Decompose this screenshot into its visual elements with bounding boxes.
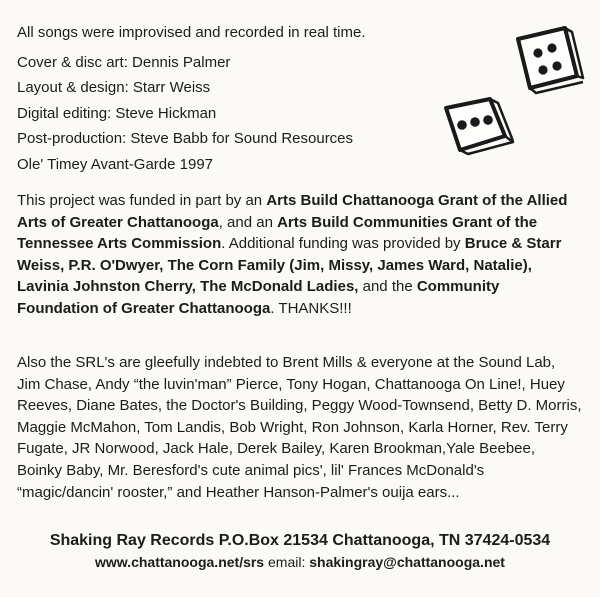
credits-block [17,20,437,177]
credit-layout-design: Layout & design: Starr Weiss [17,79,211,96]
credit-digital-editing: Digital editing: Steve Hickman [17,104,217,122]
funding-text-segment: , and an [218,213,278,231]
dice-illustration [430,14,600,174]
upper-die-icon [518,28,583,93]
contact-line [0,552,600,572]
funding-text-segment: This project was funded in part by an [17,192,267,209]
lower-die-icon [446,99,513,154]
acknowledgements-paragraph: Also the SRL's are gleefully indebted to Brent Mills & everyone at the Sound Lab, Jim Chase, Andy “the luvin'man” Pierce, Tony Hogan, Chattanooga On Line!, Huey Reeves, Diane Bates, the Doctor's Building, Peggy Wood-Townsend, Betty D. Morris, Maggie McMahon, Tom Landis, Bob Wright, Ron Johnson, Karla Horner, Rev. Terry Fugate, JR Norwood, Jack Hale, Derek Bailey, Karen Brookman,Yale Beebee, Boinky Baby, Mr. Beresford's cute animal pics', lil' Frances McDonald's “magic/dancin' rooster,” and Heather Hanson-Palmer's ouija ears... [17,354,582,501]
funding-bold-segment: Community Foundation of Greater Chattanooga [17,278,500,317]
credit-cover-art: Cover & disc art: Dennis Palmer [17,53,231,71]
credit-label-year: Ole' Timey Avant-Garde 1997 [17,155,214,173]
label-footer [0,530,600,572]
funding-text-segment: . THANKS!!! [270,299,352,317]
email-label: email: [268,554,306,570]
funding-paragraph [17,190,582,320]
email-link[interactable]: shakingray@chattanooga.net [309,554,505,570]
funding-bold-segment: Arts Build Chattanooga Grant of the Allied Arts of Greater Chattanooga [17,192,568,231]
funding-bold-segment: Bruce & Starr Weiss, P.R. O'Dwyer, The Corn Family (Jim, Missy, James Ward, Natalie), Lavinia Johnston Cherry, The McDonald Ladies, [17,235,562,296]
label-address: Shaking Ray Records P.O.Box 21534 Chattanooga, TN 37424-0534 [49,532,551,549]
website-link[interactable]: www.chattanooga.net/srs [95,554,265,570]
funding-text-segment: and the [358,278,417,296]
funding-text-segment: . Additional funding was provided by [221,235,465,253]
credit-post-production: Post-production: Steve Babb for Sound Resources [17,130,354,147]
credits-intro: All songs were improvised and recorded in real time. [17,24,366,41]
funding-bold-segment: Arts Build Communities Grant of the Tennessee Arts Commission [17,213,538,253]
